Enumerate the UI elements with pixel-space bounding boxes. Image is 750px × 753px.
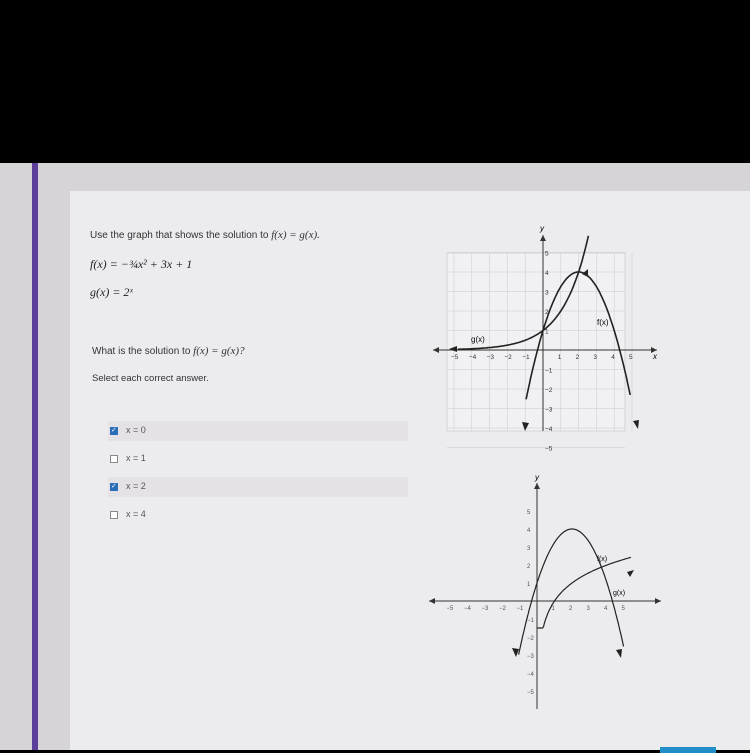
ask-equation: f(x) = g(x)? bbox=[193, 345, 245, 357]
checkbox-checked[interactable] bbox=[110, 483, 118, 491]
ask-text: What is the solution to bbox=[92, 346, 191, 357]
y-tick-label: −3 bbox=[527, 654, 534, 660]
prompt-line bbox=[90, 229, 320, 241]
label-f: f(x) bbox=[597, 556, 608, 563]
next-button[interactable] bbox=[660, 747, 716, 753]
answer-option-3[interactable] bbox=[108, 505, 408, 525]
y-tick-label: 5 bbox=[527, 510, 531, 516]
y-tick-label: 4 bbox=[527, 528, 531, 534]
y-tick-label: −1 bbox=[545, 367, 553, 375]
answer-label: x = 4 bbox=[126, 509, 146, 519]
answer-label: x = 2 bbox=[126, 481, 146, 491]
x-tick-label: 4 bbox=[611, 354, 615, 361]
x-tick-label: −4 bbox=[464, 606, 471, 612]
answer-option-1[interactable] bbox=[108, 449, 408, 469]
y-tick-label: 3 bbox=[527, 546, 531, 552]
screen bbox=[0, 163, 750, 750]
x-tick-label: 5 bbox=[629, 354, 633, 361]
left-accent-bar bbox=[32, 163, 38, 750]
prompt-text: Use the graph that shows the solution to bbox=[90, 230, 269, 241]
x-tick-label: 2 bbox=[575, 354, 580, 361]
x-axis-label: x bbox=[653, 352, 657, 361]
checkbox-checked[interactable] bbox=[110, 427, 118, 435]
instruction: Select each correct answer. bbox=[92, 373, 209, 384]
x-tick-label: −2 bbox=[504, 354, 512, 361]
label-g: g(x) bbox=[471, 335, 485, 344]
x-tick-label: 5 bbox=[621, 606, 625, 612]
y-axis-label: y bbox=[540, 224, 544, 233]
y-tick-label: −5 bbox=[527, 690, 534, 696]
x-tick-label: −4 bbox=[468, 354, 477, 361]
y-tick-label: 3 bbox=[545, 289, 549, 297]
graph-top bbox=[425, 221, 665, 453]
x-tick-label: −1 bbox=[522, 354, 530, 361]
y-tick-label: −4 bbox=[527, 672, 534, 678]
x-tick-label: −3 bbox=[486, 354, 495, 361]
y-tick-label: 2 bbox=[527, 564, 531, 570]
prompt-equation: f(x) = g(x). bbox=[271, 229, 320, 241]
y-tick-label: 1 bbox=[527, 582, 531, 588]
y-axis-arrow-up bbox=[540, 235, 546, 241]
question-card bbox=[70, 191, 750, 750]
answer-option-0[interactable] bbox=[108, 421, 408, 441]
label-f: f(x) bbox=[597, 318, 609, 327]
y-tick-label: −1 bbox=[527, 618, 534, 624]
ask-line bbox=[92, 345, 245, 357]
x-tick-label: −5 bbox=[451, 354, 459, 361]
y-axis-arrow-up bbox=[534, 483, 540, 489]
answer-option-2[interactable] bbox=[108, 477, 408, 497]
x-tick-label: −3 bbox=[481, 606, 489, 612]
y-tick-label: −4 bbox=[545, 426, 553, 433]
x-tick-label: 3 bbox=[593, 354, 598, 361]
f-arrow-right bbox=[633, 420, 639, 429]
graph-grid-area bbox=[455, 501, 625, 697]
y-tick-label: 1 bbox=[545, 328, 549, 336]
answer-label: x = 1 bbox=[126, 453, 146, 463]
y-tick-label: −3 bbox=[545, 406, 553, 414]
answer-label: x = 0 bbox=[126, 425, 146, 435]
x-tick-label: 1 bbox=[557, 354, 562, 361]
x-tick-label: 1 bbox=[551, 606, 555, 612]
x-axis-arrow-left bbox=[433, 347, 439, 353]
x-tick-label: −5 bbox=[446, 606, 454, 612]
x-tick-label: 4 bbox=[604, 606, 608, 612]
y-tick-label: −2 bbox=[527, 636, 534, 642]
x-tick-label: 2 bbox=[569, 606, 573, 612]
label-g: g(x) bbox=[613, 590, 626, 597]
y-tick-label: −5 bbox=[545, 445, 553, 453]
g-arrow-right bbox=[627, 570, 634, 577]
y-tick-label: 5 bbox=[545, 250, 549, 258]
x-tick-label: −1 bbox=[516, 606, 524, 612]
x-tick-label: −2 bbox=[499, 606, 506, 612]
g-definition: g(x) = 2ˣ bbox=[90, 285, 133, 299]
x-axis-arrow-left bbox=[429, 598, 435, 604]
y-axis-label: y bbox=[535, 473, 539, 482]
y-tick-label: −2 bbox=[545, 387, 553, 394]
x-tick-label: 3 bbox=[586, 606, 590, 612]
y-tick-label: 4 bbox=[545, 270, 549, 277]
checkbox[interactable] bbox=[110, 511, 118, 519]
graph-bottom bbox=[425, 471, 665, 711]
y-tick-label: 2 bbox=[545, 309, 549, 316]
checkbox[interactable] bbox=[110, 455, 118, 463]
f-definition: f(x) = −¾x² + 3x + 1 bbox=[90, 257, 193, 271]
x-axis-arrow-right bbox=[655, 598, 661, 604]
